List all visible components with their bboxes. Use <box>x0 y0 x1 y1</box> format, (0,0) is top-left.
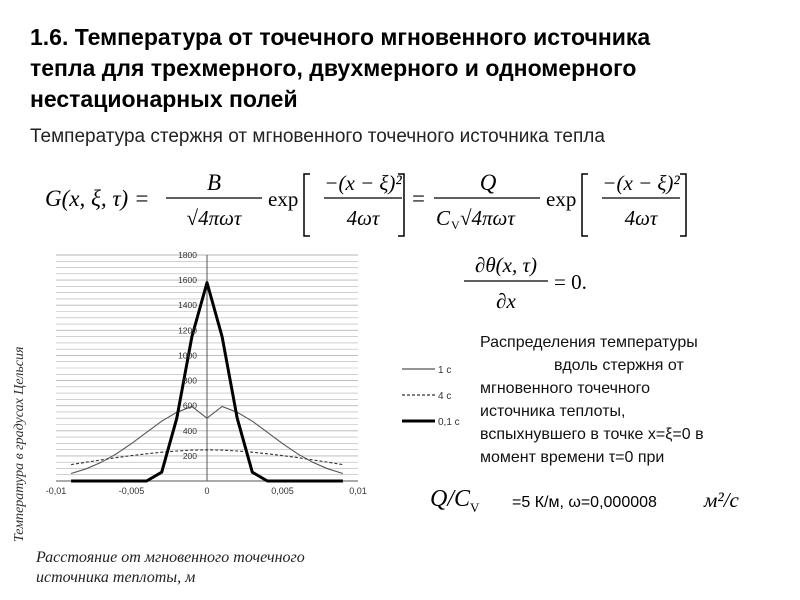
desc-line-4: источника теплоты, <box>480 403 626 420</box>
q-over-cv <box>430 486 480 515</box>
legend-label-4c: 4 c <box>438 391 452 402</box>
bracket-right-2 <box>680 174 686 236</box>
x-tick-label: 0 <box>204 486 210 496</box>
y-tick-label: 800 <box>182 375 197 386</box>
y-tick-label: 400 <box>182 425 197 436</box>
y-tick-label: 1000 <box>178 350 197 361</box>
x-axis-title <box>36 548 305 588</box>
x-axis-title-line-2: источника теплоты, м <box>36 569 196 586</box>
y-tick-label: 600 <box>182 400 197 411</box>
y-tick-label: 1600 <box>178 275 197 286</box>
formula-den1: √4πωτ <box>186 206 242 230</box>
x-axis-title-line-1: Расстояние от мгновенного точечного <box>36 549 305 566</box>
legend-label-01c: 0,1 с <box>438 417 460 428</box>
bc-num: ∂θ(x, τ) <box>474 253 538 277</box>
formula-num2: Q <box>479 170 497 195</box>
y-axis-title <box>7 250 29 545</box>
parameters <box>430 486 739 516</box>
y-axis-title-text: Температура в градусах Цельсия <box>12 346 27 542</box>
desc-line-5: вспыхнувшего в точке x=ξ=0 в <box>480 426 704 443</box>
x-tick-label: -0,005 <box>118 486 145 496</box>
formula-den2-rest: √4πωτ <box>460 206 515 230</box>
y-tick-label: 200 <box>182 450 197 461</box>
y-tick-label: 1200 <box>178 325 197 336</box>
formula-den2-cv-sub: V <box>451 218 460 232</box>
title-line-3: нестационарных полей <box>30 86 298 112</box>
slide-title <box>30 22 780 115</box>
desc-line-6: момент времени τ=0 при <box>480 449 665 466</box>
formula-inner-num-2: −(x − ξ)² <box>602 171 680 195</box>
distribution-description <box>480 331 794 469</box>
q-over-cv-sub: V <box>470 499 480 515</box>
desc-line-3: мгновенного точечного <box>480 380 651 397</box>
subtitle: Температура стержня от мгновенного точечного источника тепла <box>30 126 605 147</box>
x-tick-label: -0,01 <box>45 486 67 496</box>
x-tick-label: 0,01 <box>349 486 367 496</box>
y-tick-label: 1800 <box>178 250 197 260</box>
desc-line-2: вдоль стержня от <box>554 357 684 374</box>
desc-line-1: Распределения температуры <box>480 334 698 351</box>
formula-num1: B <box>206 170 222 195</box>
formula-lhs: G(x, ξ, τ) = <box>45 186 150 211</box>
formula-eq: = <box>412 186 425 211</box>
green-function-formula <box>40 168 730 243</box>
legend-label-1c: 1 c <box>438 365 452 376</box>
temperature-chart <box>36 248 371 496</box>
x-tick-label: 0,005 <box>271 486 294 496</box>
title-line-2: тепла для трехмерного, двухмерного и одномерного <box>30 55 637 81</box>
formula-den2-cv: C <box>436 206 451 230</box>
parameter-values: =5 К/м, ω=0,000008 <box>512 494 657 511</box>
bc-den: ∂x <box>496 289 516 313</box>
formula-inner-den-1: 4ωτ <box>346 206 380 230</box>
formula-inner-num-1: −(x − ξ)² <box>324 171 402 195</box>
boundary-condition-formula <box>462 248 612 318</box>
bc-rhs: = 0. <box>554 270 587 294</box>
title-line-1: 1.6. Температура от точечного мгновенного источника <box>30 24 651 50</box>
formula-inner-den-2: 4ωτ <box>624 206 658 230</box>
bracket-left-2 <box>582 174 588 236</box>
y-tick-label: 1400 <box>178 300 197 311</box>
diffusivity-unit: м²/с <box>704 488 739 512</box>
chart-legend <box>400 358 470 428</box>
bracket-left-1 <box>304 174 310 236</box>
formula-exp-2: exp <box>546 187 577 211</box>
q-over-cv-text: Q/C <box>430 486 471 512</box>
formula-exp-1: exp <box>268 187 299 211</box>
